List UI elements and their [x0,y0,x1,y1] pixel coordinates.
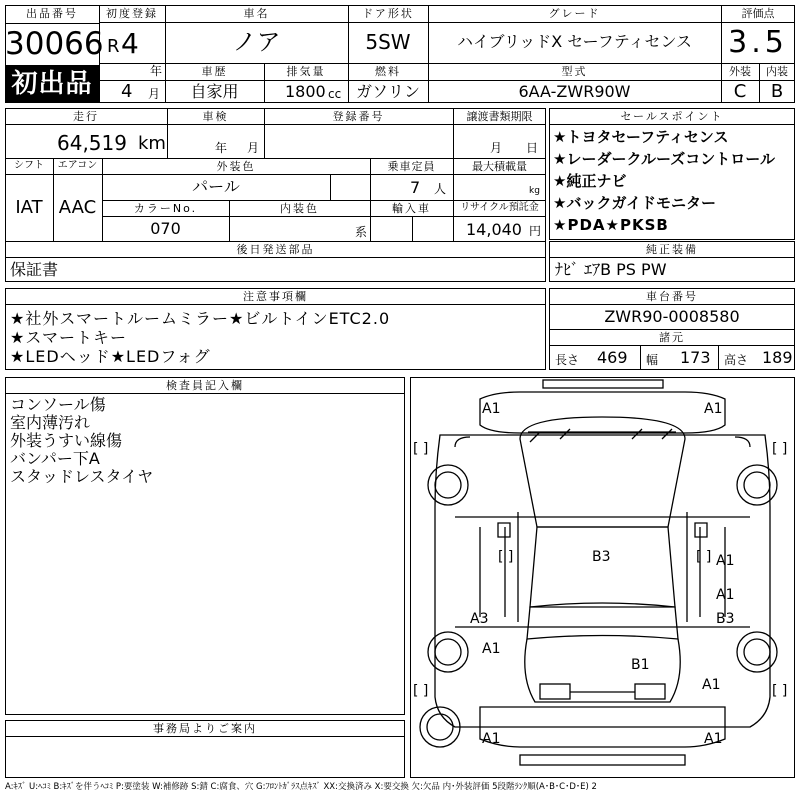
damage-mark: A1 [482,401,501,417]
ac-label: エアコン [57,160,98,171]
bracket-mark: [ ] [772,683,788,699]
fuel: ガソリン [355,82,420,101]
model-code-label: 型式 [561,65,588,78]
car-damage-diagram [410,377,795,778]
length-label: 長さ [555,353,580,367]
chassis-number: ZWR90-0008580 [604,307,740,326]
shift: IAT [15,197,43,218]
sales-points-label: セールスポイント [620,110,724,123]
door-type: 5SW [365,30,411,54]
month-unit: 月 [148,87,161,101]
inspector-line-5: スタッドレスタイヤ [10,467,154,486]
inspector-line-3: 外装うすい線傷 [10,431,123,450]
office-label: 事務局よりご案内 [153,722,257,735]
ac: AAC [58,197,97,218]
notes-label: 注意事項欄 [243,290,308,303]
note-line-3: ★LEDヘッド★LEDフォグ [10,347,211,366]
displacement: 1800 [285,82,326,101]
damage-mark: B1 [631,657,650,673]
damage-mark: A3 [470,611,489,627]
damage-mark: A1 [716,587,735,603]
ext-color-label: 外装色 [216,160,256,173]
damage-mark: A1 [704,731,723,747]
sales-point-5: ★PDA★PKSB [553,216,669,234]
model-name: ノア [232,28,281,56]
reg-no-label: 登録番号 [332,110,385,123]
bracket-mark: [ ] [413,441,429,457]
transfer-month-unit: 月 [490,141,503,155]
listing-no: 30066 [5,26,104,62]
inspector-label: 検査員記入欄 [166,379,244,392]
bracket-mark: [ ] [772,441,788,457]
era: R [107,36,120,57]
genuine-equipment: ﾅﾋﾞ ｴｱB PS PW [555,260,667,279]
interior-grade: B [770,81,784,102]
inspector-line-4: バンパー下A [10,449,100,468]
damage-mark: A1 [716,553,735,569]
interior-label: 内装 [766,65,788,78]
damage-mark: B3 [716,611,735,627]
length: 469 [597,348,628,367]
import-label: 輸入車 [392,202,431,215]
capacity: 7 [410,178,421,197]
model-name-label: 車名 [243,7,270,20]
year-unit: 年 [150,64,163,78]
bracket-mark: [ ] [696,549,712,565]
sales-point-3: ★純正ナビ [553,172,627,190]
first-reg-label: 初度登録 [106,7,158,20]
exterior-label: 外装 [729,65,751,78]
capacity-unit: 人 [434,182,447,196]
inspection-month-unit: 月 [247,141,260,155]
damage-mark: A1 [482,731,501,747]
grade: ハイブリッドX セーフティセンス [456,32,693,51]
inspection-label: 車検 [202,110,229,123]
damage-mark: A1 [482,641,501,657]
score-label: 評価点 [741,7,775,20]
width-label: 幅 [646,353,659,367]
color-no: 070 [150,219,181,238]
bracket-mark: [ ] [413,683,429,699]
chassis-label: 車台番号 [646,290,698,303]
shift-label: シフト [14,160,44,171]
width: 173 [680,348,711,367]
damage-mark: A1 [704,401,723,417]
recycle-amount: 14,040 [466,220,522,239]
bracket-mark: [ ] [498,549,514,565]
damage-mark: B3 [592,549,611,565]
note-line-2: ★スマートキー [10,328,128,347]
height-label: 高さ [724,353,749,367]
inspection-year-unit: 年 [215,141,228,155]
recycle-unit: 円 [529,224,542,238]
genuine-equipment-label: 純正装備 [646,243,698,256]
door-label: ドア形状 [362,7,414,20]
sales-point-4: ★バックガイドモニター [553,194,716,212]
listing-no-label: 出品番号 [26,7,78,20]
sales-point-2: ★レーダークルーズコントロール [553,150,775,168]
int-color-unit: 系 [355,225,368,239]
inspector-line-2: 室内薄汚れ [10,413,91,432]
dims-label: 諸元 [659,331,685,344]
transfer-day-unit: 日 [526,141,539,155]
displacement-label: 排気量 [286,65,326,78]
displacement-unit: cc [328,87,342,101]
int-color-label: 内装色 [280,202,319,215]
mileage-unit: km [138,133,166,154]
transfer-doc-label: 譲渡書類期限 [466,110,533,123]
later-parts-label: 後日発送部品 [236,243,315,256]
inspector-line-1: コンソール傷 [10,395,106,414]
history-label: 車歴 [201,65,228,78]
fuel-label: 燃料 [375,65,401,78]
first-reg-month: 4 [121,81,133,102]
grade-label: グレード [548,7,601,20]
mileage-label: 走行 [73,110,99,123]
note-line-1: ★社外スマートルームミラー★ビルトインETC2.0 [10,309,391,328]
ext-color: パール [192,177,240,196]
damage-mark: A1 [702,677,721,693]
capacity-label: 乗車定員 [387,160,436,173]
first-listing-text: 初出品 [11,69,93,99]
model-code: 6AA-ZWR90W [518,82,631,101]
exterior-grade: C [733,81,747,102]
height: 189 [762,348,793,367]
max-load-unit: kg [529,186,540,196]
recycle-label: リサイクル預託金 [460,202,539,213]
max-load-label: 最大積載量 [472,160,527,173]
mileage: 64,519 [57,131,127,155]
first-reg-year: 4 [121,27,139,60]
history: 自家用 [190,82,239,101]
later-parts: 保証書 [10,260,59,279]
sales-point-1: ★トヨタセーフティセンス [553,128,729,146]
score: 3.5 [728,25,788,60]
legend: A:ｷｽﾞ U:ﾍｺﾐ B:ｷｽﾞを伴うﾍｺﾐ P:要塗装 W:補修跡 S:錆 C:腐食、穴 G:ﾌﾛﾝﾄｶﾞﾗｽ点ｷｽﾞ XX:交換済み X:要交換 欠:欠品 内･外装評価 5段階ﾗﾝｸ順(A･B･C･D･E) 2 [5,782,597,792]
color-no-label: カラーNo. [133,202,198,215]
